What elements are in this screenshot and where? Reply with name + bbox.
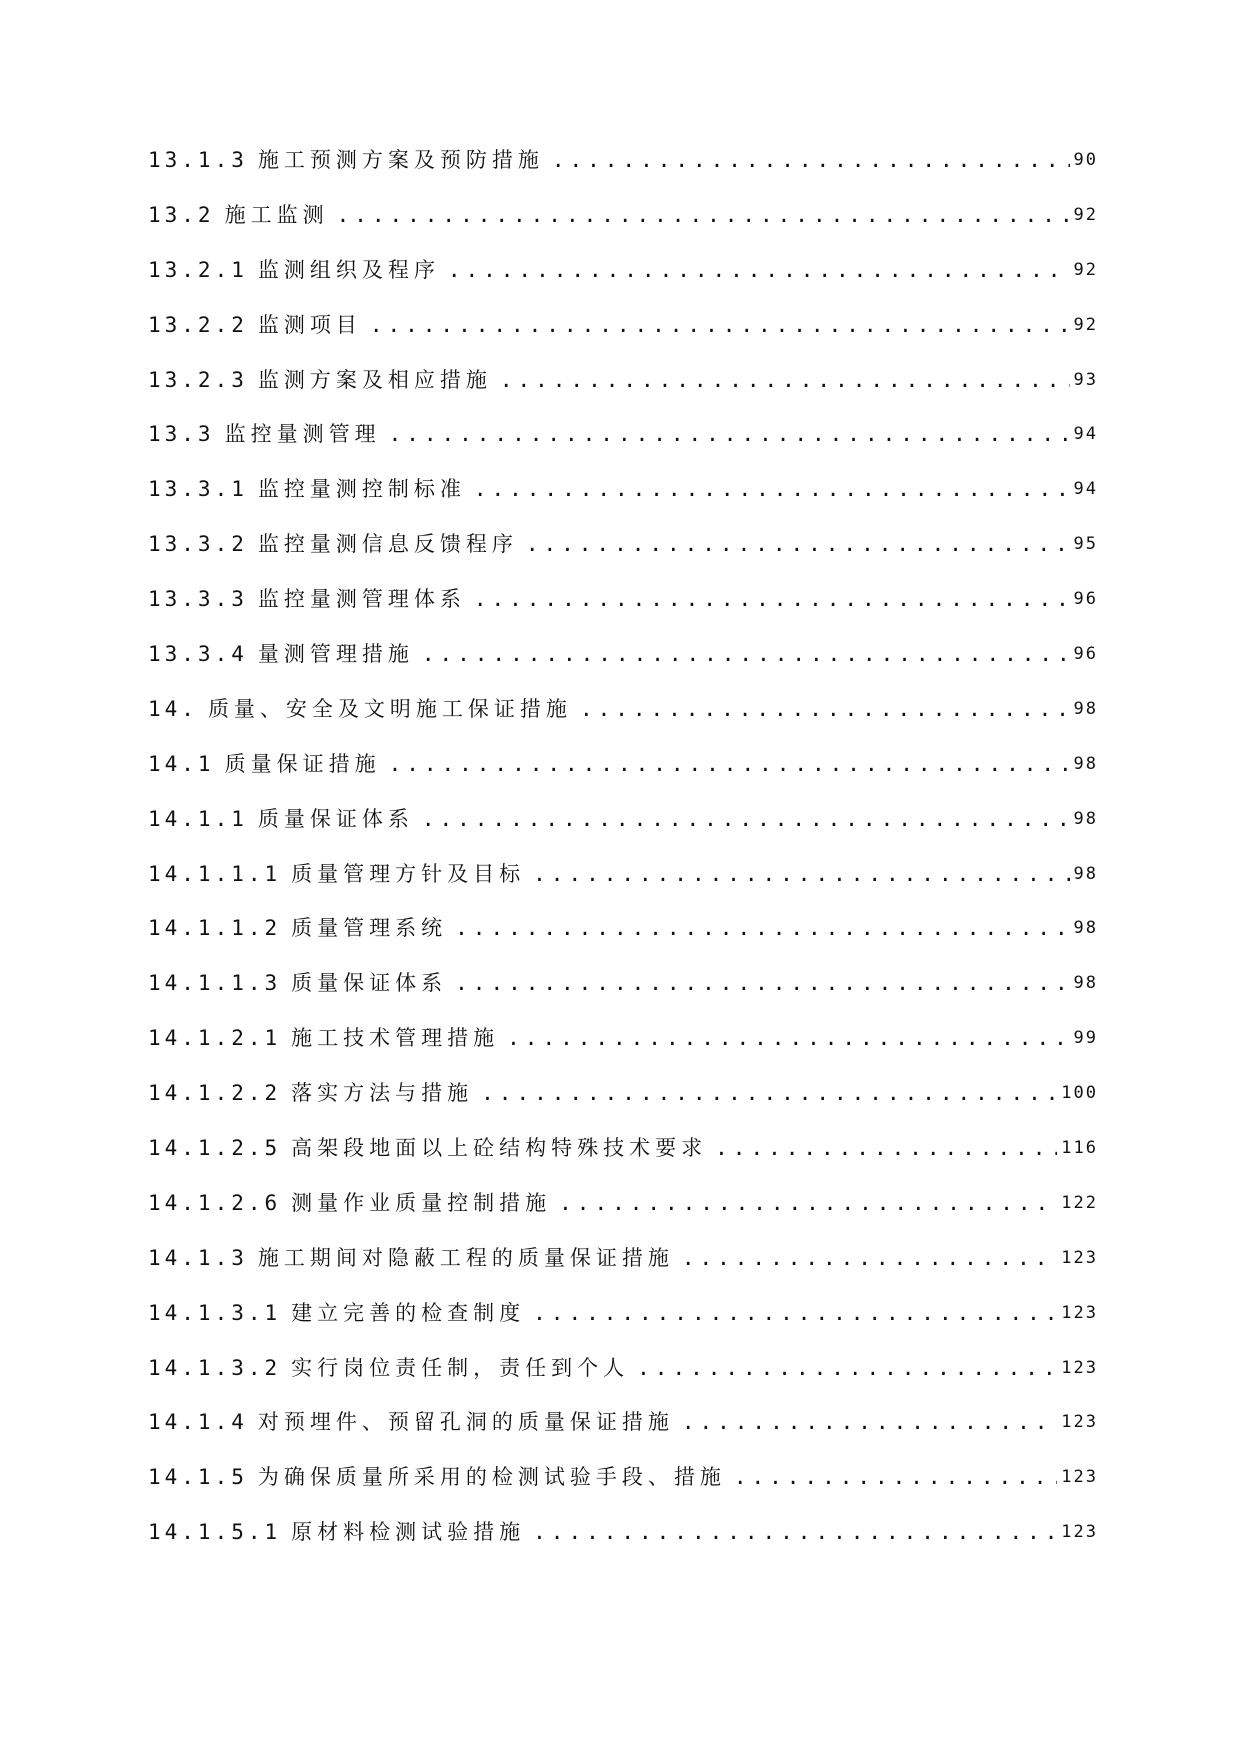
- toc-dot-leader: [526, 529, 1070, 559]
- toc-entry[interactable]: [148, 804, 1098, 859]
- toc-entry-number: 13.3.4: [148, 642, 248, 667]
- toc-dot-leader: [474, 474, 1070, 504]
- toc-entry-title: 量测管理措施: [257, 642, 414, 667]
- toc-dot-leader: [474, 584, 1070, 614]
- toc-entry[interactable]: [148, 1462, 1098, 1517]
- toc-entry-title: 施工监测: [224, 202, 329, 227]
- toc-entry-title: 监控量测信息反馈程序: [257, 532, 518, 557]
- toc-entry-page: 93: [1073, 369, 1098, 390]
- toc-entry[interactable]: [148, 1188, 1098, 1243]
- toc-dot-leader: [448, 255, 1070, 285]
- toc-entry-number: 13.1.3: [148, 148, 248, 172]
- toc-dot-leader: [734, 1462, 1057, 1492]
- toc-dot-leader: [507, 1023, 1069, 1053]
- toc-entry-number: 14.: [148, 696, 198, 721]
- toc-entry-title: 高架段地面以上砼结构特殊技术要求: [291, 1136, 708, 1161]
- toc-entry-page: 95: [1073, 534, 1098, 555]
- toc-entry-number: 14.1.1: [148, 806, 248, 831]
- toc-entry-number: 14.1.2.6: [148, 1190, 282, 1215]
- toc-dot-leader: [389, 419, 1070, 449]
- toc-entry-page: 123: [1061, 1412, 1098, 1433]
- toc-entry-title: 质量管理方针及目标: [291, 861, 526, 886]
- toc-entry[interactable]: [148, 529, 1098, 584]
- toc-entry-number: 14.1: [148, 751, 215, 776]
- toc-entry-page: 94: [1073, 479, 1098, 500]
- toc-dot-leader: [422, 804, 1070, 834]
- toc-entry-number: 13.3: [148, 422, 215, 447]
- toc-dot-leader: [481, 1078, 1057, 1108]
- toc-entry[interactable]: [148, 749, 1098, 804]
- toc-entry-page: 94: [1073, 424, 1098, 445]
- toc-entry-title: 质量、安全及文明施工保证措施: [207, 696, 572, 721]
- toc-entry-page: 98: [1073, 698, 1098, 719]
- toc-entry[interactable]: [148, 1023, 1098, 1078]
- toc-entry-number: 14.1.2.2: [148, 1081, 282, 1106]
- toc-entry-number: 13.2.2: [148, 312, 248, 337]
- toc-entry-title: 为确保质量所采用的检测试验手段、措施: [257, 1465, 726, 1490]
- toc-dot-leader: [389, 749, 1070, 779]
- toc-dot-leader: [455, 968, 1069, 998]
- toc-entry-number: 13.2.3: [148, 367, 248, 392]
- table-of-contents: [148, 145, 1098, 1572]
- toc-entry-title: 测量作业质量控制措施: [291, 1190, 552, 1215]
- toc-entry-title: 监测组织及程序: [257, 257, 440, 282]
- toc-entry-title: 施工预测方案及预防措施: [257, 148, 544, 172]
- toc-dot-leader: [370, 310, 1070, 340]
- toc-entry-page: 90: [1073, 150, 1098, 170]
- toc-entry-page: 92: [1073, 314, 1098, 335]
- toc-entry-page: 123: [1061, 1522, 1098, 1543]
- toc-entry-number: 14.1.1.3: [148, 971, 282, 996]
- toc-entry-page: 123: [1061, 1467, 1098, 1488]
- toc-dot-leader: [580, 694, 1070, 724]
- toc-entry-title: 实行岗位责任制，责任到个人: [291, 1355, 630, 1380]
- toc-entry[interactable]: [148, 694, 1098, 749]
- toc-entry-number: 14.1.5: [148, 1465, 248, 1490]
- toc-dot-leader: [422, 639, 1070, 669]
- toc-entry-title: 监控量测管理体系: [257, 587, 466, 612]
- toc-entry-title: 监控量测管理: [224, 422, 381, 447]
- toc-entry-title: 监测项目: [257, 312, 362, 337]
- toc-entry-title: 施工期间对隐蔽工程的质量保证措施: [257, 1245, 674, 1270]
- toc-entry[interactable]: [148, 200, 1098, 255]
- toc-entry[interactable]: [148, 639, 1098, 694]
- toc-entry[interactable]: [148, 968, 1098, 1023]
- toc-entry-title: 质量保证体系: [291, 971, 448, 996]
- toc-entry-number: 14.1.3.1: [148, 1300, 282, 1325]
- toc-entry[interactable]: [148, 365, 1098, 420]
- toc-entry[interactable]: [148, 1298, 1098, 1353]
- toc-entry-number: 13.3.3: [148, 587, 248, 612]
- toc-entry-page: 92: [1073, 204, 1098, 225]
- toc-entry-number: 13.3.2: [148, 532, 248, 557]
- toc-entry-number: 14.1.5.1: [148, 1520, 282, 1545]
- toc-entry-number: 13.2: [148, 202, 215, 227]
- toc-entry-page: 96: [1073, 589, 1098, 610]
- toc-entry[interactable]: [148, 255, 1098, 310]
- toc-dot-leader: [552, 145, 1070, 175]
- toc-entry-title: 质量管理系统: [291, 916, 448, 941]
- toc-entry[interactable]: [148, 1517, 1098, 1572]
- toc-dot-leader: [682, 1407, 1057, 1437]
- toc-entry-page: 99: [1073, 1028, 1098, 1049]
- toc-entry[interactable]: [148, 1133, 1098, 1188]
- toc-entry-number: 14.1.3.2: [148, 1355, 282, 1380]
- toc-entry-page: 98: [1073, 808, 1098, 829]
- toc-entry[interactable]: [148, 584, 1098, 639]
- toc-entry-title: 监控量测控制标准: [257, 477, 466, 502]
- toc-dot-leader: [637, 1353, 1057, 1383]
- toc-entry-number: 14.1.2.1: [148, 1026, 282, 1051]
- toc-entry-page: 123: [1061, 1302, 1098, 1323]
- toc-entry-page: 98: [1073, 753, 1098, 774]
- toc-entry-title: 质量保证措施: [224, 751, 381, 776]
- toc-entry-title: 监测方案及相应措施: [257, 367, 492, 392]
- toc-entry-page: 98: [1073, 918, 1098, 939]
- toc-entry[interactable]: [148, 310, 1098, 365]
- toc-dot-leader: [533, 1517, 1057, 1547]
- toc-entry-number: 14.1.2.5: [148, 1136, 282, 1161]
- toc-entry-title: 质量保证体系: [257, 806, 414, 831]
- toc-entry-title: 原材料检测试验措施: [291, 1520, 526, 1545]
- toc-entry[interactable]: [148, 1078, 1098, 1133]
- toc-entry[interactable]: [148, 474, 1098, 529]
- toc-dot-leader: [500, 365, 1070, 395]
- toc-entry-number: 13.2.1: [148, 257, 248, 282]
- toc-entry-page: 122: [1061, 1192, 1098, 1213]
- toc-dot-leader: [715, 1133, 1057, 1163]
- toc-entry-page: 98: [1073, 863, 1098, 884]
- toc-entry-title: 施工技术管理措施: [291, 1026, 500, 1051]
- toc-entry-number: 14.1.1.2: [148, 916, 282, 941]
- toc-entry[interactable]: [148, 913, 1098, 968]
- toc-entry[interactable]: [148, 859, 1098, 914]
- toc-entry-page: 123: [1061, 1247, 1098, 1268]
- toc-dot-leader: [682, 1243, 1057, 1273]
- toc-entry[interactable]: [148, 1243, 1098, 1298]
- toc-entry[interactable]: [148, 145, 1098, 200]
- toc-entry[interactable]: [148, 1407, 1098, 1462]
- toc-entry[interactable]: [148, 1353, 1098, 1408]
- toc-entry-page: 100: [1061, 1083, 1098, 1104]
- toc-entry-number: 14.1.3: [148, 1245, 248, 1270]
- toc-entry-number: 14.1.4: [148, 1410, 248, 1435]
- toc-entry-number: 14.1.1.1: [148, 861, 282, 886]
- toc-entry-number: 13.3.1: [148, 477, 248, 502]
- toc-entry-page: 116: [1061, 1138, 1098, 1159]
- toc-entry-page: 98: [1073, 973, 1098, 994]
- toc-entry-page: 123: [1061, 1357, 1098, 1378]
- toc-entry[interactable]: [148, 419, 1098, 474]
- toc-dot-leader: [559, 1188, 1057, 1218]
- toc-dot-leader: [533, 1298, 1057, 1328]
- toc-entry-page: 92: [1073, 259, 1098, 280]
- toc-entry-title: 落实方法与措施: [291, 1081, 474, 1106]
- toc-dot-leader: [533, 859, 1069, 889]
- toc-dot-leader: [455, 913, 1069, 943]
- toc-dot-leader: [337, 200, 1070, 230]
- toc-entry-title: 建立完善的检查制度: [291, 1300, 526, 1325]
- toc-entry-page: 96: [1073, 644, 1098, 665]
- toc-entry-title: 对预埋件、预留孔洞的质量保证措施: [257, 1410, 674, 1435]
